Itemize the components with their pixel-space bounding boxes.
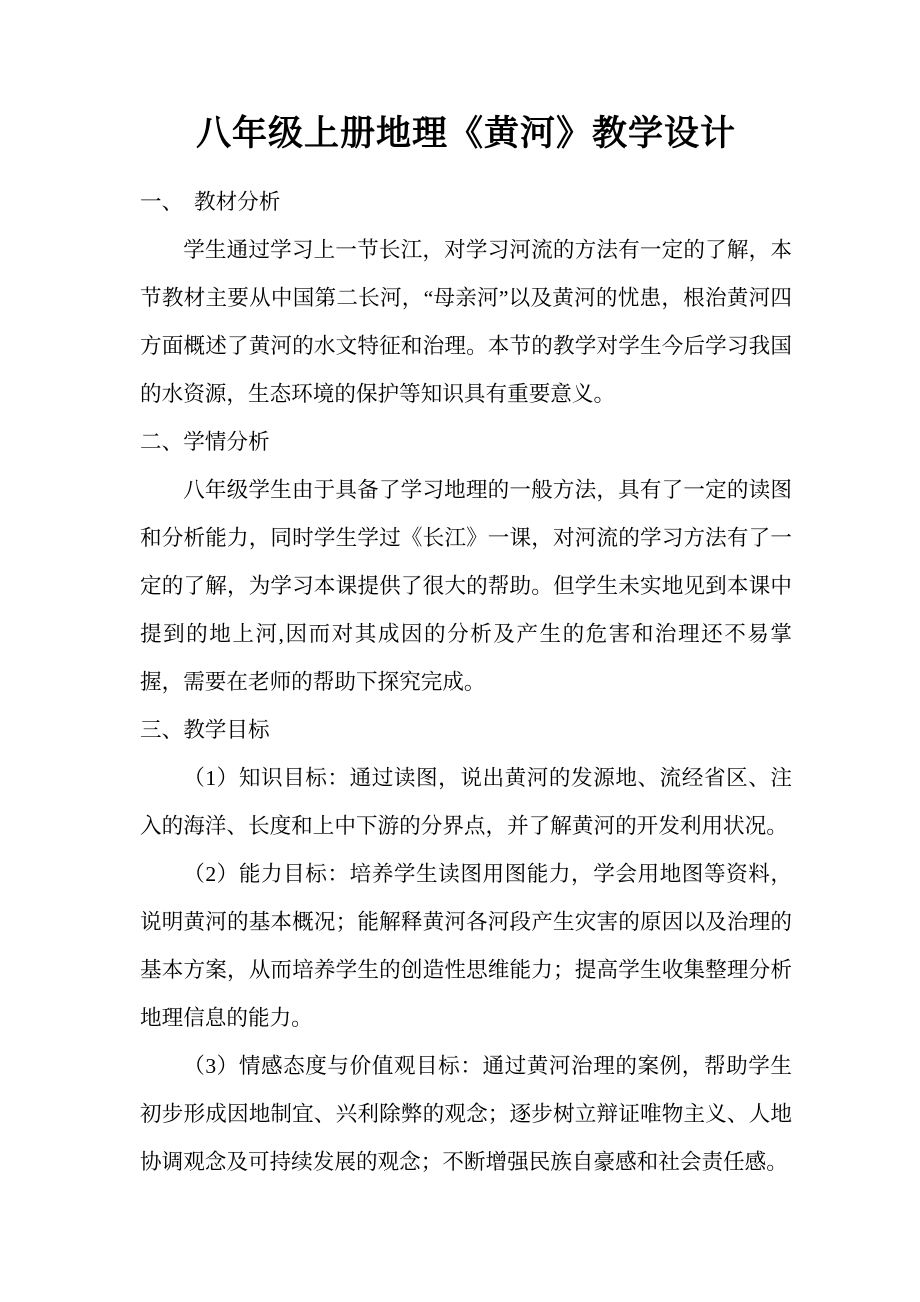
paragraph-affective-goal: （3）情感态度与价值观目标：通过黄河治理的案例，帮助学生初步形成因地制宜、兴利除弊的观念；逐步树立辩证唯物主义、人地协调观念及可持续发展的观念；不断增强民族自豪感和社会责任感。 — [140, 1054, 792, 1174]
paragraph-material-analysis: 学生通过学习上一节长江，对学习河流的方法有一定的了解，本节教材主要从中国第二长河，“母亲河”以及黄河的忧患，根治黄河四方面概述了黄河的水文特征和治理。本节的教学对学生今后学习我国的水资源，生态环境的保护等知识具有重要意义。 — [140, 238, 792, 406]
paragraph-knowledge-goal: （1）知识目标：通过读图，说出黄河的发源地、流经省区、注入的海洋、长度和上中下游的分界点，并了解黄河的开发利用状况。 — [140, 766, 792, 838]
section-heading-learner-analysis: 二、学情分析 — [140, 430, 270, 454]
paragraph-learner-analysis: 八年级学生由于具备了学习地理的一般方法，具有了一定的读图和分析能力，同时学生学过《长江》一课，对河流的学习方法有了一定的了解，为学习本课提供了很大的帮助。但学生未实地见到本课中提到的地上河,因而对其成因的分析及产生的危害和治理还不易掌握，需要在老师的帮助下探究完成。 — [140, 478, 792, 694]
document-title: 八年级上册地理《黄河》教学设计 — [195, 114, 736, 153]
section-heading-teaching-goals: 三、教学目标 — [140, 718, 270, 742]
section-heading-material-analysis: 一、 教材分析 — [140, 190, 281, 214]
document-body — [140, 178, 792, 1186]
paragraph-ability-goal: （2）能力目标：培养学生读图用图能力，学会用地图等资料，说明黄河的基本概况；能解释黄河各河段产生灾害的原因以及治理的基本方案，从而培养学生的创造性思维能力；提高学生收集整理分析地理信息的能力。 — [140, 862, 792, 1030]
